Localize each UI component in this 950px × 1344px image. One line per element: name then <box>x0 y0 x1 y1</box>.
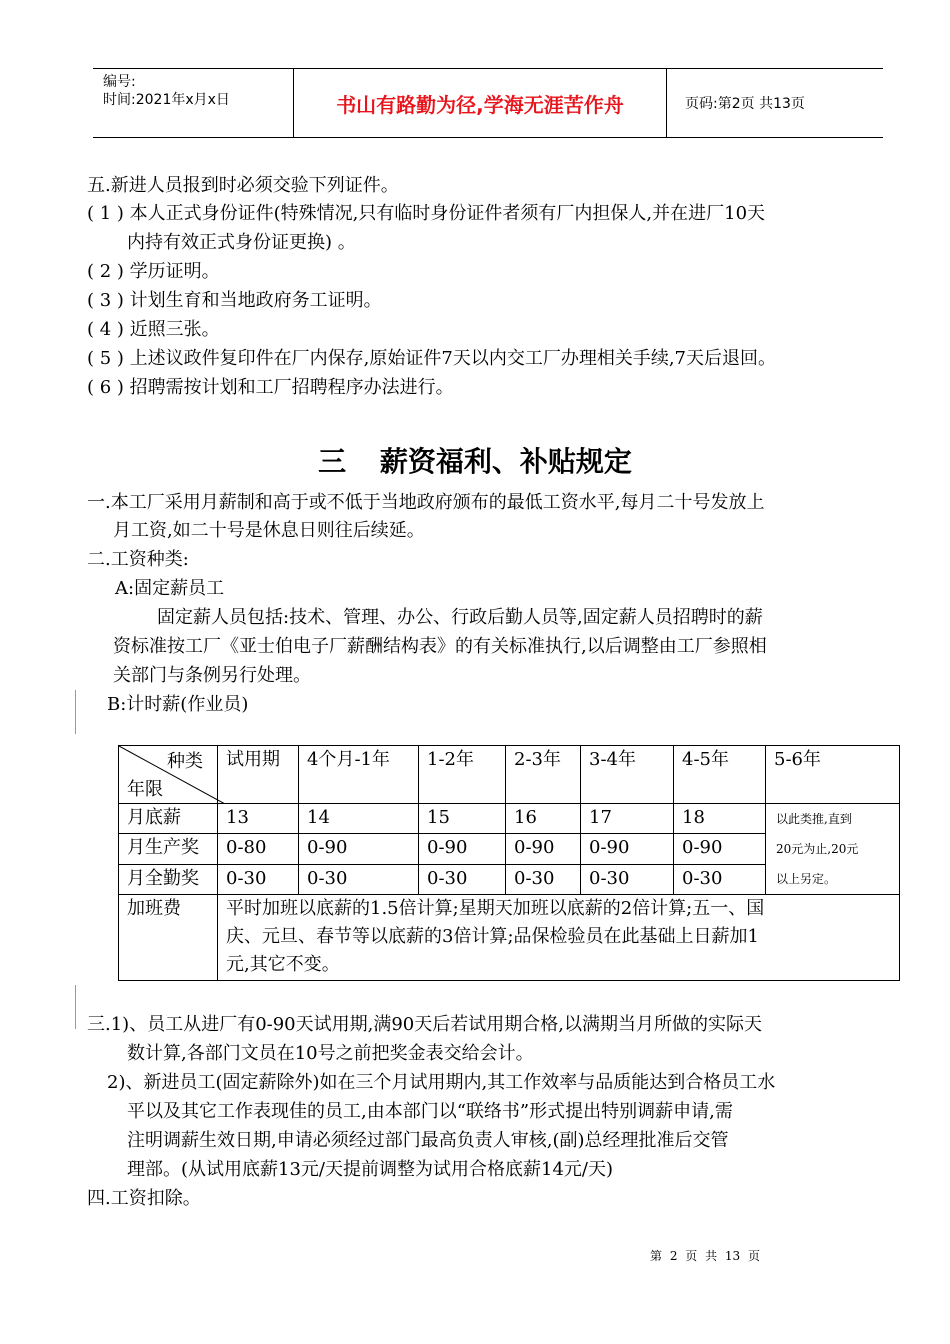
section3-line: 注明调薪生效日期,申请必须经过部门最高负责人审核,(副)总经理批准后交管 <box>127 1130 729 1151</box>
section3-line: 三.1)、员工从进厂有0-90天试用期,满90天后若试用期合格,以满期当月所做的实际天 <box>87 1014 762 1035</box>
table-cell: 0-30 <box>218 864 299 894</box>
row-label: 月底薪 <box>119 804 218 834</box>
table-cell: 0-30 <box>506 864 581 894</box>
table-cell: 0-90 <box>674 834 766 864</box>
number-label: 编号: <box>103 74 136 90</box>
page-footer: 第 2 页 共 13 页 <box>650 1249 760 1263</box>
time-label: 时间:2021年x月x日 <box>103 92 230 108</box>
column-header: 试用期 <box>218 746 299 804</box>
row-label: 月全勤奖 <box>119 864 218 894</box>
section5-item-3: ( 3 ) 计划生育和当地政府务工证明。 <box>87 290 382 311</box>
table-cell: 0-30 <box>674 864 766 894</box>
column-header: 4-5年 <box>674 746 766 804</box>
table-cell: 0-30 <box>581 864 674 894</box>
row-label: 加班费 <box>119 895 218 981</box>
table-cell: 17 <box>581 804 674 834</box>
table-cell: 15 <box>419 804 506 834</box>
table-cell: 16 <box>506 804 581 834</box>
section-title: 三 薪资福利、补贴规定 <box>318 445 632 478</box>
overtime-text: 平时加班以底薪的1.5倍计算;星期天加班以底薪的2倍计算;五一、国 庆、元旦、春节等以底薪的3倍计算;品保检验员在此基础上日薪加1 元,其它不变。 <box>218 895 900 981</box>
header-meta <box>93 69 294 137</box>
section5-item-1-cont: 内持有效正式身份证更换) 。 <box>127 232 356 253</box>
body-p1-cont: 月工资,如二十号是休息日则往后续延。 <box>113 520 425 541</box>
section4-heading: 四.工资扣除。 <box>87 1188 201 1209</box>
body-a: A:固定薪员工 <box>115 578 225 599</box>
table-cell: 0-90 <box>506 834 581 864</box>
table-cell: 0-80 <box>218 834 299 864</box>
section5-heading: 五.新进人员报到时必须交验下列证件。 <box>87 175 399 196</box>
margin-mark <box>75 985 76 1029</box>
section5-item-1: ( 1 ) 本人正式身份证件(特殊情况,只有临时身份证件者须有厂内担保人,并在进厂10天 <box>87 203 766 224</box>
column-header: 1-2年 <box>419 746 506 804</box>
table-cell: 0-30 <box>299 864 419 894</box>
table-header-row <box>119 746 900 804</box>
table-cell: 18 <box>674 804 766 834</box>
column-header: 4个月-1年 <box>299 746 419 804</box>
page-header <box>93 68 883 138</box>
section5-item-5: ( 5 ) 上述议政件复印件在厂内保存,原始证件7天以内交工厂办理相关手续,7天后退回。 <box>87 348 777 369</box>
section5-item-2: ( 2 ) 学历证明。 <box>87 261 220 282</box>
body-p2: 二.工资种类: <box>87 549 189 570</box>
table-corner-cell <box>119 746 218 804</box>
table-cell: 0-90 <box>419 834 506 864</box>
section5-item-4: ( 4 ) 近照三张。 <box>87 319 220 340</box>
body-a3: 关部门与条例另行处理。 <box>113 665 311 686</box>
column-header: 3-4年 <box>581 746 674 804</box>
wage-table <box>118 745 900 981</box>
table-row <box>119 804 900 834</box>
body-p1: 一.本工厂采用月薪制和高于或不低于当地政府颁布的最低工资水平,每月二十号发放上 <box>87 492 765 513</box>
section5-item-6: ( 6 ) 招聘需按计划和工厂招聘程序办法进行。 <box>87 377 454 398</box>
corner-bottom-label: 年限 <box>127 779 163 800</box>
table-row-overtime <box>119 895 900 981</box>
body-a2: 资标准按工厂《亚士伯电子厂薪酬结构表》的有关标准执行,以后调整由工厂参照相 <box>113 636 767 657</box>
table-cell: 0-30 <box>419 864 506 894</box>
body-a1: 固定薪人员包括:技术、管理、办公、行政后勤人员等,固定薪人员招聘时的薪 <box>157 607 763 628</box>
margin-mark <box>75 690 76 734</box>
corner-top-label: 种类 <box>167 751 203 772</box>
row-label: 月生产奖 <box>119 834 218 864</box>
header-page-label: 页码:第2页 共13页 <box>685 96 805 112</box>
column-header: 2-3年 <box>506 746 581 804</box>
table-cell: 13 <box>218 804 299 834</box>
section3-line: 2)、新进员工(固定薪除外)如在三个月试用期内,其工作效率与品质能达到合格员工水 <box>107 1072 776 1093</box>
table-cell: 0-90 <box>299 834 419 864</box>
section3-line: 数计算,各部门文员在10号之前把奖金表交给会计。 <box>127 1043 534 1064</box>
section3-line: 理部。(从试用底薪13元/天提前调整为试用合格底薪14元/天) <box>127 1159 613 1180</box>
header-motto: 书山有路勤为径,学海无涯苦作舟 <box>294 69 667 137</box>
table-note: 以此类推,直到 20元为止,20元 以上另定。 <box>766 804 900 895</box>
table-cell: 14 <box>299 804 419 834</box>
section3-line: 平以及其它工作表现佳的员工,由本部门以“联络书”形式提出特别调薪申请,需 <box>127 1101 733 1122</box>
table-cell: 0-90 <box>581 834 674 864</box>
column-header: 5-6年 <box>766 746 900 804</box>
body-b: B:计时薪(作业员) <box>107 694 249 715</box>
